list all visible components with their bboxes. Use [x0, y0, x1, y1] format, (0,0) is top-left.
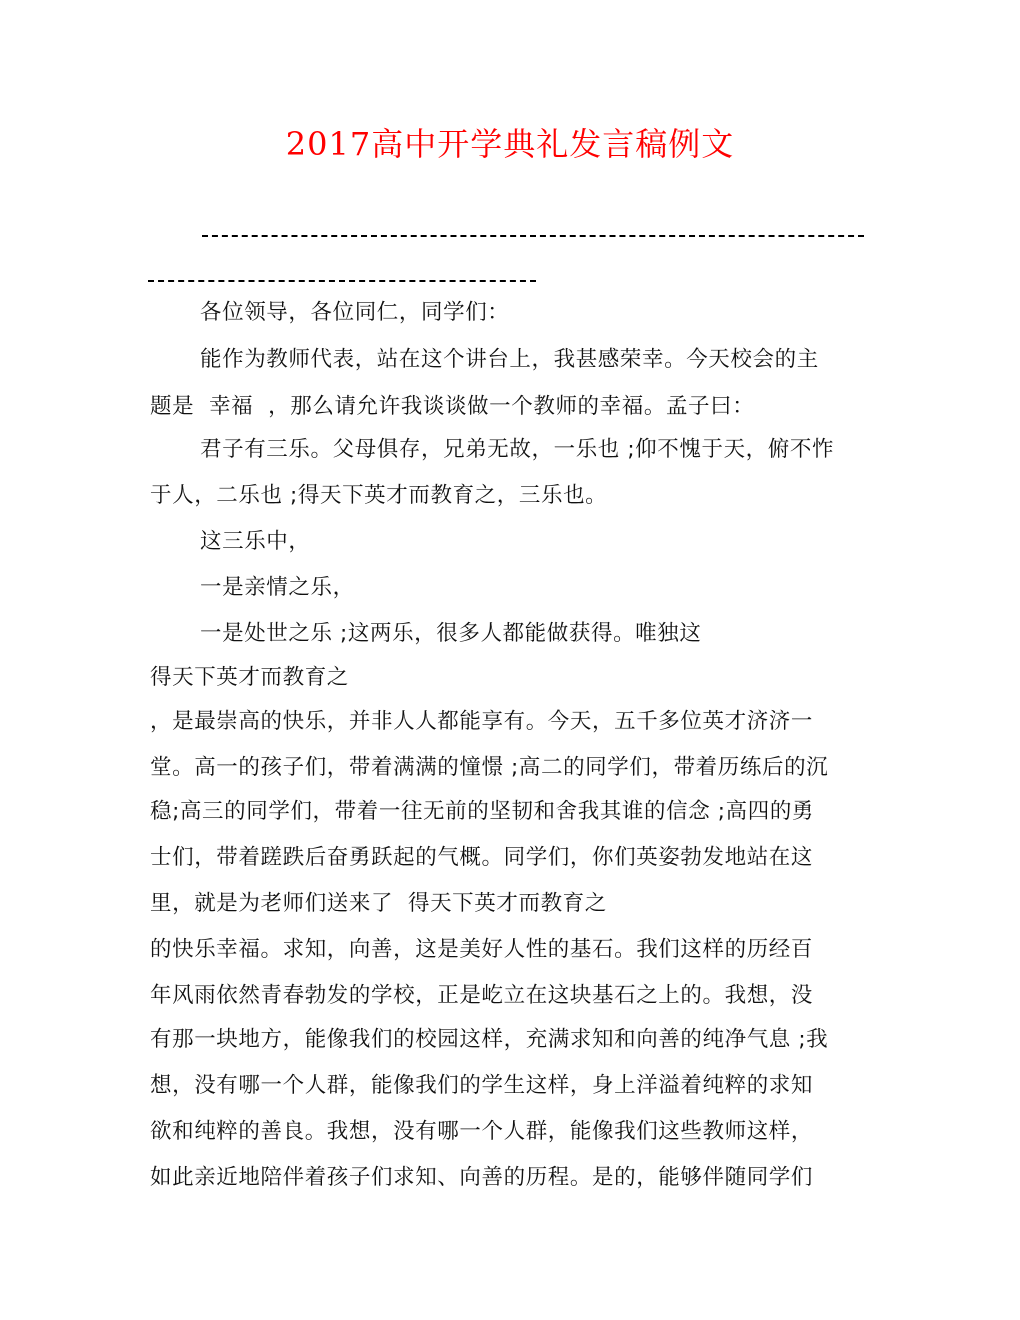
- text-line: 想，没有哪一个人群，能像我们的学生这样，身上洋溢着纯粹的求知: [150, 1073, 814, 1098]
- divider-line-1: [202, 235, 864, 237]
- text-line: ，是最崇高的快乐，并非人人都能享有。今天，五千多位英才济济一: [150, 709, 814, 734]
- text-line: 里，就是为老师们送来了 得天下英才而教育之: [150, 891, 607, 916]
- text-line: 稳;高三的同学们，带着一往无前的坚韧和舍我其谁的信念 ;高四的勇: [150, 799, 815, 824]
- text-line: 一是处世之乐 ;这两乐，很多人都能做获得。唯独这: [200, 621, 702, 646]
- text-line: 的快乐幸福。求知，向善，这是美好人性的基石。我们这样的历经百: [150, 937, 814, 962]
- text-line: 君子有三乐。父母俱存，兄弟无故，一乐也 ;仰不愧于天，俯不怍: [200, 437, 835, 462]
- text-line: 士们，带着蹉跌后奋勇跃起的气概。同学们，你们英姿勃发地站在这: [150, 845, 814, 870]
- text-line: 这三乐中，: [200, 529, 311, 554]
- text-line: 题是 幸福 ，那么请允许我谈谈做一个教师的幸福。孟子曰：: [150, 394, 755, 419]
- divider-line-2: [148, 280, 536, 282]
- text-line: 能作为教师代表，站在这个讲台上，我甚感荣幸。今天校会的主: [200, 347, 819, 372]
- text-line: 欲和纯粹的善良。我想，没有哪一个人群，能像我们这些教师这样，: [150, 1119, 814, 1144]
- text-line: 年风雨依然青春勃发的学校，正是屹立在这块基石之上的。我想，没: [150, 983, 814, 1008]
- text-line: 得天下英才而教育之: [150, 665, 349, 690]
- text-line: 各位领导，各位同仁，同学们：: [200, 300, 510, 325]
- text-line: 如此亲近地陪伴着孩子们求知、向善的历程。是的，能够伴随同学们: [150, 1165, 814, 1190]
- text-line: 一是亲情之乐，: [200, 575, 355, 600]
- text-line: 有那一块地方，能像我们的校园这样，充满求知和向善的纯净气息 ;我: [150, 1027, 829, 1052]
- text-line: 堂。高一的孩子们，带着满满的憧憬 ;高二的同学们，带着历练后的沉: [150, 755, 829, 780]
- document-title: 2017高中开学典礼发言稿例文: [285, 125, 735, 163]
- text-line: 于人，二乐也 ;得天下英才而教育之，三乐也。: [150, 483, 608, 508]
